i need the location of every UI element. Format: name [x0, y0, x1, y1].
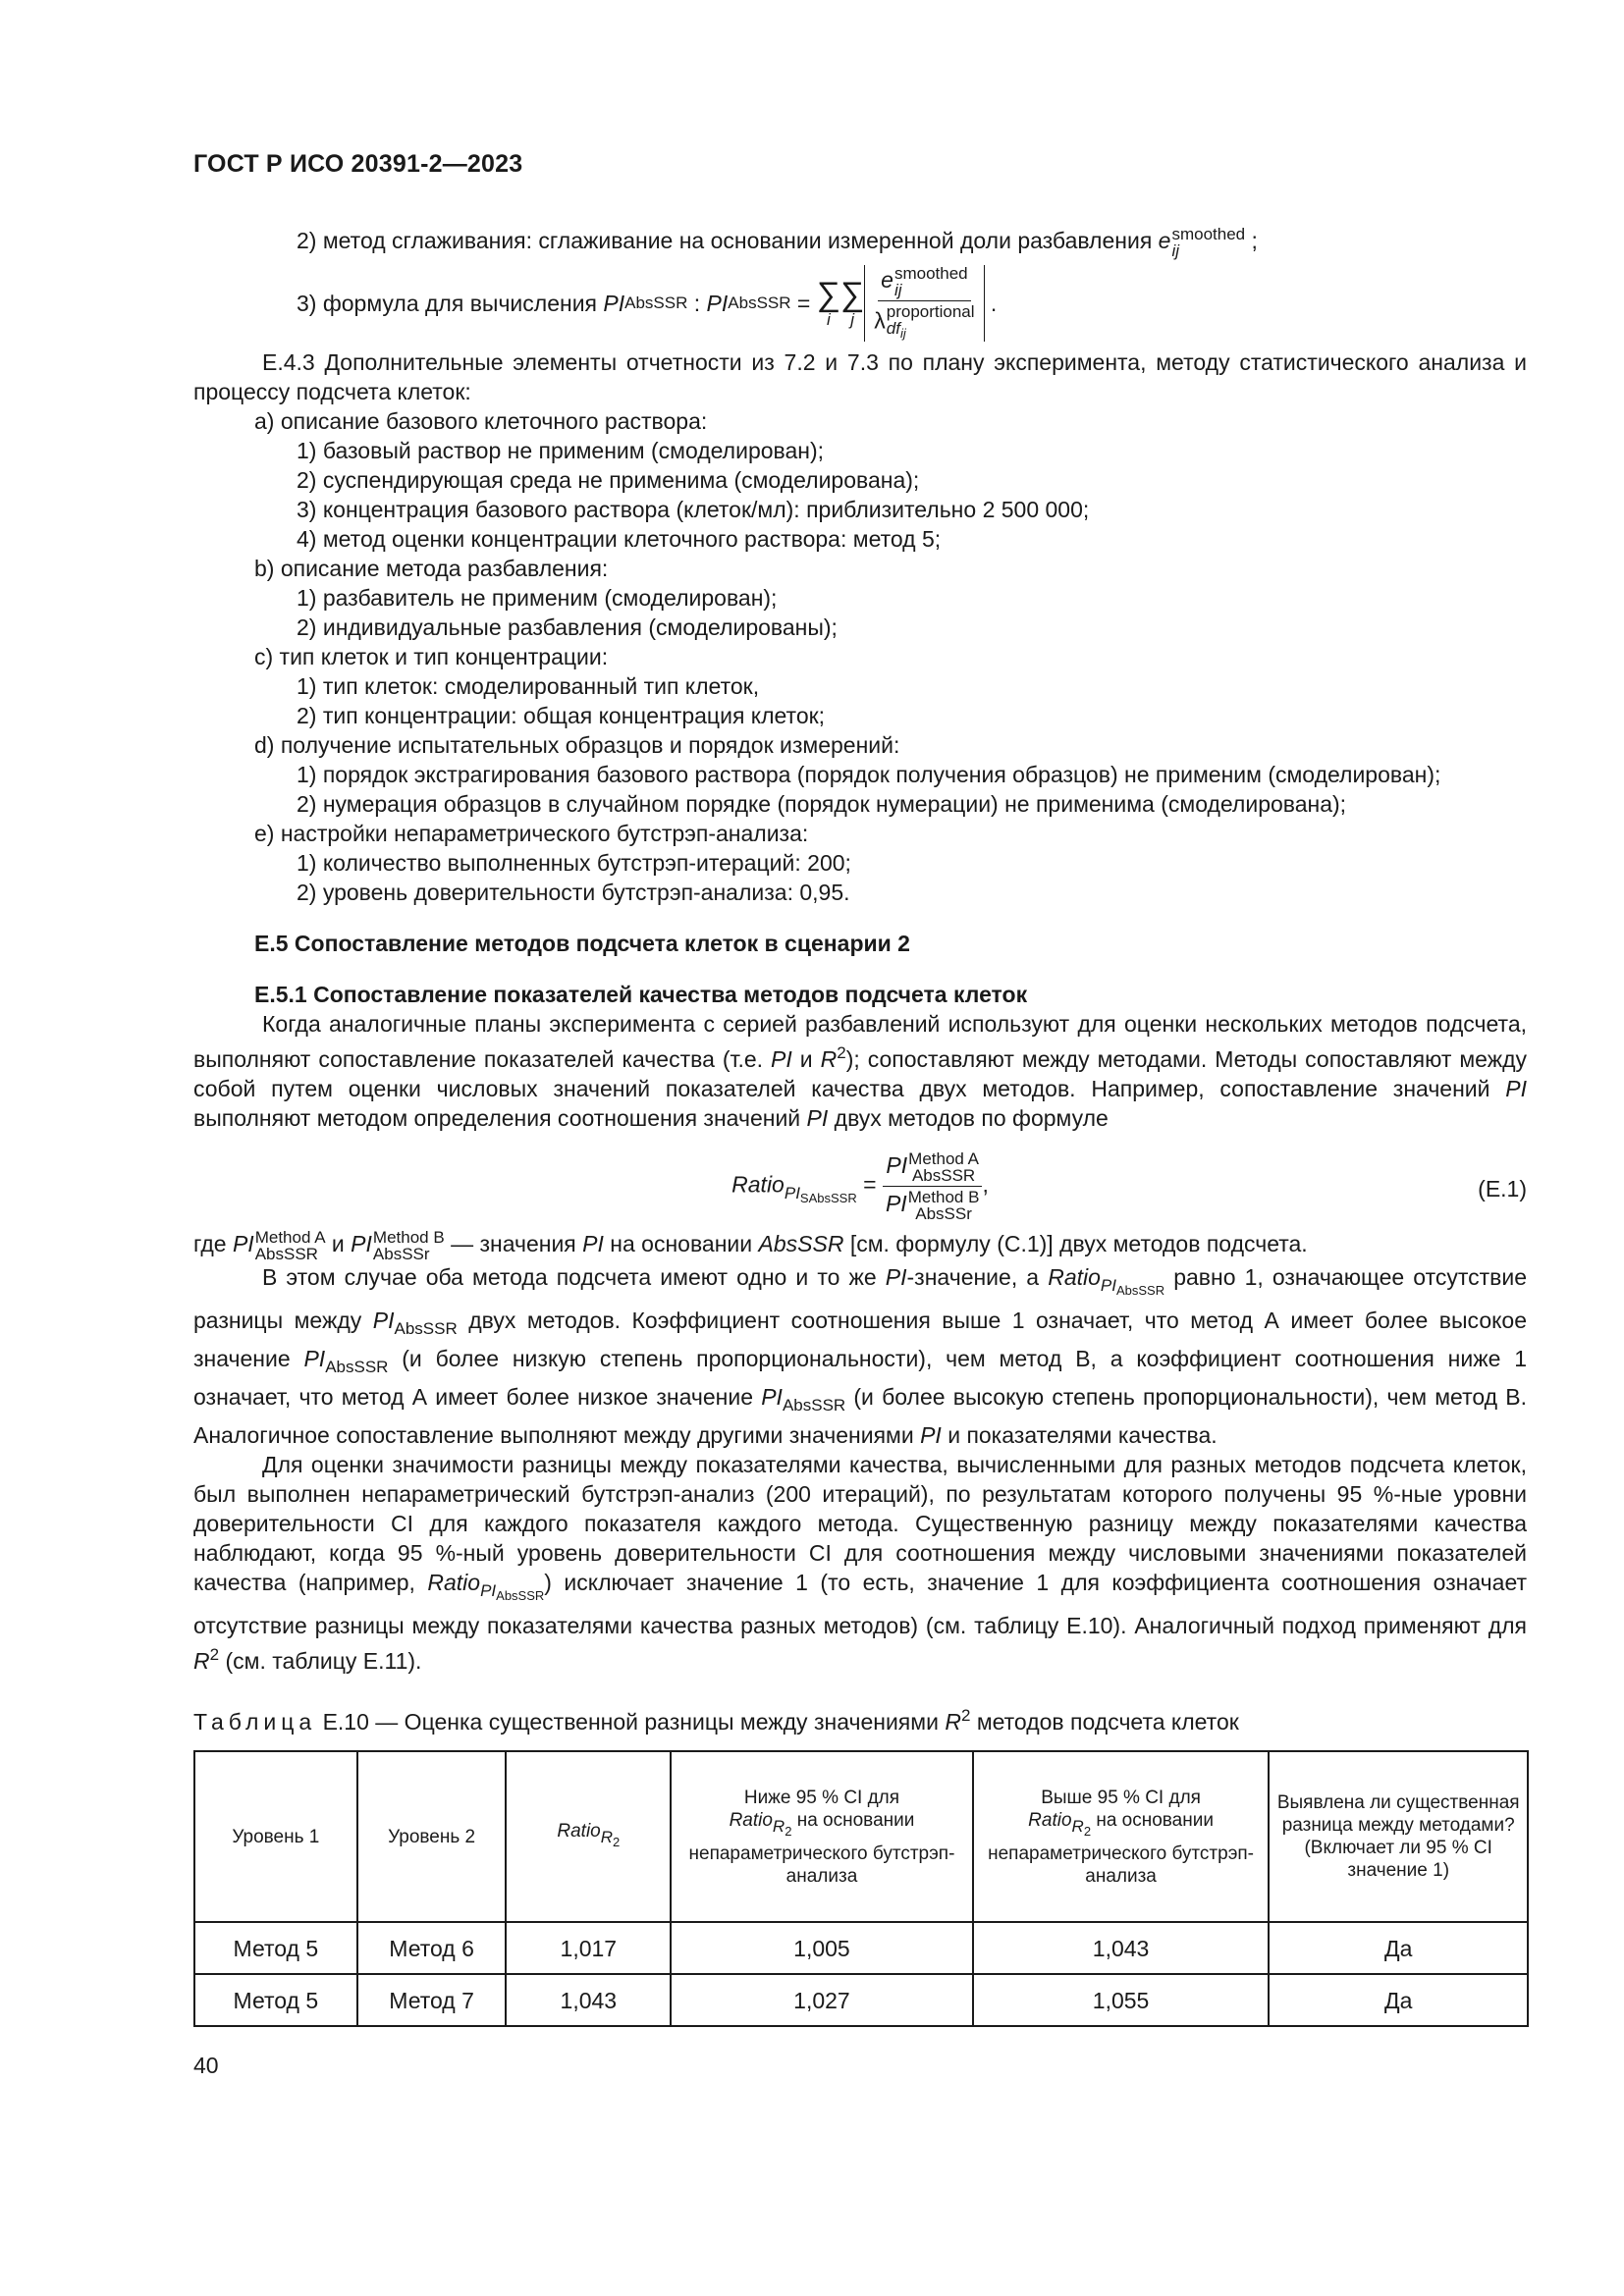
- item-c: c) тип клеток и тип концентрации:: [254, 644, 609, 669]
- item-a3: 3) концентрация базового раствора (клеток/мл): приблизительно 2 500 000;: [297, 497, 1090, 522]
- item-a2: 2) суспендирующая среда не применима (смоделирована);: [297, 467, 920, 493]
- para-interpretation: В этом случае оба метода подсчета имеют одно и то же PI-значение, а Ratio$_{PI_{AbsSSR}}$ равно 1, означающее отсутствие разницы между $PI_{AbsSSR}$ двух методов. Коэффициент соотношения выше 1 означает, что метод А имеет более высокое значение $PI_{AbsSSR}$ (и более низкую степень пропорциональности), чем метод В, а коэффициент соотношения ниже 1 означает, что метод А имеет более низкое значение $PI_{AbsSSR}$ (и более высокую степень пропорциональности), чем метод В. Аналогичное сопоставление выполняют между другими значениями PI и показателями качества.: [193, 1264, 1528, 1448]
- para-bootstrap: Для оценки значимости разницы между показателями качества, вычисленными для разных методов подсчета клеток, был выполнен непараметрический бутстрэп-анализ (200 итераций), по результатам которого получены 95 %-ные уровни доверительности CI для каждого показателя каждого метода. Существенную разницу между показателями качества наблюдают, когда 95 %-ный уровень доверительности CI для соотношения между числовыми значениями показателей качества (например, Ratio$_{PI_{AbsSSR}}$) исключает значение 1 (то есть, значение 1 для коэффициента соотношения означает отсутствие разницы между показателями качества разных методов) (см. таблицу Е.10). Аналогичный подход применяют для $R^2$ (см. таблицу Е.11).: [193, 1452, 1528, 1674]
- item-d2: 2) нумерация образцов в случайном порядке (порядок нумерации) не применима (смоделирована);: [297, 791, 1347, 817]
- item-d1: 1) порядок экстрагирования базового раствора (порядок получения образцов) не применим (смоделирован);: [297, 762, 1441, 787]
- equation-body: Ratio$_{PI_{SAbsSSR}}$ = PI Method A AbsSSR PI Method B AbsSSr ,: [731, 1149, 989, 1223]
- heading-e5: Е.5 Сопоставление методов подсчета клеток в сценарии 2: [254, 931, 910, 956]
- cell-level2: Метод 6: [357, 1922, 507, 1974]
- heading-e51: Е.5.1 Сопоставление показателей качества методов подсчета клеток: [254, 982, 1028, 1007]
- item-a: a) описание базового клеточного раствора:: [254, 408, 708, 434]
- col-header-level1: Уровень 1: [194, 1751, 357, 1922]
- col-header-significance: Выявлена ли существенная разница между методами? (Включает ли 95 % CI значение 1): [1269, 1751, 1528, 1922]
- item-c1: 1) тип клеток: смоделированный тип клеток,: [297, 673, 760, 699]
- item-b1: 1) разбавитель не применим (смоделирован);: [297, 585, 778, 611]
- cell-ratio: 1,017: [506, 1922, 671, 1974]
- equation-e1: [193, 1141, 1527, 1229]
- table-row: [194, 1922, 1528, 1974]
- cell-upper-ci: 1,055: [973, 1974, 1270, 2026]
- table-e10: [193, 1750, 1529, 2027]
- cell-upper-ci: 1,043: [973, 1922, 1270, 1974]
- item-e1: 1) количество выполненных бутстрэп-итераций: 200;: [297, 850, 851, 876]
- col-header-upper-ci: Выше 95 % CI для RatioR$_2$ на основании непараметрического бутстрэп-анализа: [973, 1751, 1270, 1922]
- item-e: e) настройки непараметрического бутстрэп-анализа:: [254, 821, 809, 846]
- cell-significance: Да: [1269, 1922, 1528, 1974]
- cell-lower-ci: 1,027: [671, 1974, 973, 2026]
- item-b: b) описание метода разбавления:: [254, 556, 609, 581]
- item-e2: 2) уровень доверительности бутстрэп-анализа: 0,95.: [297, 880, 850, 905]
- table-header-row: [194, 1751, 1528, 1922]
- item-b2: 2) индивидуальные разбавления (смоделированы);: [297, 614, 838, 640]
- formula-pi-abs-ssr: 3) формула для вычисления PI AbsSSR : PI AbsSSR = ∑ i ∑ j e smoothed ij λ proportional $df_{ij}$ .: [297, 264, 998, 341]
- item-smoothing: 2) метод сглаживания: сглаживание на основании измеренной доли разбавления e smoothed ij ;: [297, 225, 1258, 260]
- table-caption: Таблица Е.10 — Оценка существенной разницы между значениями $R^2$ методов подсчета клеток: [193, 1706, 1239, 1735]
- cell-ratio: 1,043: [506, 1974, 671, 2026]
- col-header-lower-ci: Ниже 95 % CI для RatioR$_2$ на основании непараметрического бутстрэп-анализа: [671, 1751, 973, 1922]
- cell-level2: Метод 7: [357, 1974, 507, 2026]
- col-header-ratio: RatioR$_2$: [506, 1751, 671, 1922]
- para-where: где PI Method A AbsSSR и PI Method B AbsSSr — значения PI на основании AbsSSR [см. формулу (С.1)] двух методов подсчета.: [193, 1228, 1308, 1263]
- item-a4: 4) метод оценки концентрации клеточного раствора: метод 5;: [297, 526, 942, 552]
- page-number: 40: [193, 2053, 219, 2078]
- page-content: [193, 226, 1527, 2027]
- para-comparison: Когда аналогичные планы эксперимента с серией разбавлений используют для оценки нескольких методов подсчета, выполняют сопоставление показателей качества (т.е. PI и $R^2$); сопоставляют между методами. Методы сопоставляют между собой путем оценки числовых значений показателей качества двух методов. Например, сопоставление значений PI выполняют методом определения соотношения значений PI двух методов по формуле: [193, 1011, 1528, 1131]
- item-d: d) получение испытательных образцов и порядок измерений:: [254, 732, 900, 758]
- table-row: [194, 1974, 1528, 2026]
- para-e43: Е.4.3 Дополнительные элементы отчетности из 7.2 и 7.3 по плану эксперимента, методу статистического анализа и процессу подсчета клеток:: [193, 349, 1527, 404]
- item-c2: 2) тип концентрации: общая концентрация клеток;: [297, 703, 826, 728]
- cell-level1: Метод 5: [194, 1974, 357, 2026]
- cell-significance: Да: [1269, 1974, 1528, 2026]
- equation-number: (Е.1): [1478, 1176, 1527, 1201]
- item-a1: 1) базовый раствор не применим (смоделирован);: [297, 438, 825, 463]
- cell-level1: Метод 5: [194, 1922, 357, 1974]
- cell-lower-ci: 1,005: [671, 1922, 973, 1974]
- col-header-level2: Уровень 2: [357, 1751, 507, 1922]
- document-header: ГОСТ Р ИСО 20391-2—2023: [193, 150, 523, 178]
